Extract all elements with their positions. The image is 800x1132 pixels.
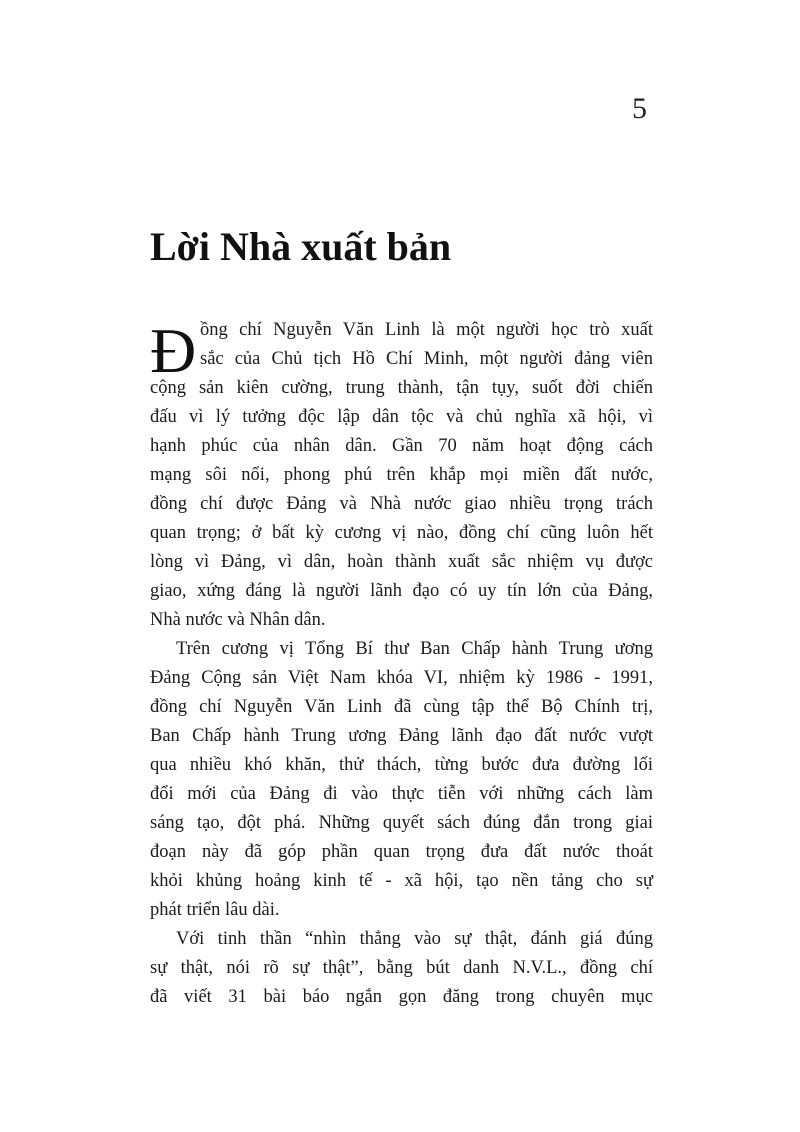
text-line: qua nhiều khó khăn, thử thách, từng bước đưa đường lối [150, 755, 653, 775]
text-line: sáng tạo, đột phá. Những quyết sách đúng đắn trong giai [150, 813, 653, 833]
text-line: đồng chí Nguyễn Văn Linh đã cùng tập thể Bộ Chính trị, [150, 697, 653, 717]
page-number: 5 [632, 92, 647, 125]
text-line: sắc của Chủ tịch Hồ Chí Minh, một người đảng viên [200, 349, 653, 369]
drop-cap-letter: Đ [150, 315, 197, 386]
text-line: mạng sôi nổi, phong phú trên khắp mọi miền đất nước, [150, 465, 653, 485]
text-line: phát triển lâu dài. [150, 900, 280, 920]
text-line: đã viết 31 bài báo ngắn gọn đăng trong chuyên mục [150, 987, 653, 1007]
text-line: cộng sản kiên cường, trung thành, tận tụy, suốt đời chiến [150, 378, 653, 398]
text-line: đấu vì lý tưởng độc lập dân tộc và chủ nghĩa xã hội, vì [150, 407, 653, 427]
text-line: giao, xứng đáng là người lãnh đạo có uy tín lớn của Đảng, [150, 581, 653, 601]
text-line: đổi mới của Đảng đi vào thực tiễn với những cách làm [150, 784, 653, 804]
text-line: Ban Chấp hành Trung ương Đảng lãnh đạo đất nước vượt [150, 726, 653, 746]
paragraph [150, 925, 653, 1012]
text-line: ồng chí Nguyễn Văn Linh là một người học trò xuất [200, 320, 653, 340]
paragraph [150, 316, 653, 635]
text-line: Với tinh thần “nhìn thẳng vào sự thật, đánh giá đúng [176, 929, 653, 949]
text-line: đoạn này đã góp phần quan trọng đưa đất nước thoát [150, 842, 653, 862]
text-line: Đảng Cộng sản Việt Nam khóa VI, nhiệm kỳ 1986 - 1991, [150, 668, 653, 688]
text-line: quan trọng; ở bất kỳ cương vị nào, đồng chí cũng luôn hết [150, 523, 653, 543]
text-line: sự thật, nói rõ sự thật”, bằng bút danh N.V.L., đồng chí [150, 958, 653, 978]
text-line: lòng vì Đảng, vì dân, hoàn thành xuất sắc nhiệm vụ được [150, 552, 653, 572]
paragraph [150, 635, 653, 925]
chapter-title: Lời Nhà xuất bản [150, 224, 452, 269]
body-text [150, 316, 653, 1012]
text-line: khỏi khủng hoảng kinh tế - xã hội, tạo nền tảng cho sự [150, 871, 653, 891]
text-line: Nhà nước và Nhân dân. [150, 610, 326, 630]
text-line: đồng chí được Đảng và Nhà nước giao nhiều trọng trách [150, 494, 653, 514]
text-line: Trên cương vị Tổng Bí thư Ban Chấp hành Trung ương [176, 639, 653, 659]
text-line: hạnh phúc của nhân dân. Gần 70 năm hoạt động cách [150, 436, 653, 456]
